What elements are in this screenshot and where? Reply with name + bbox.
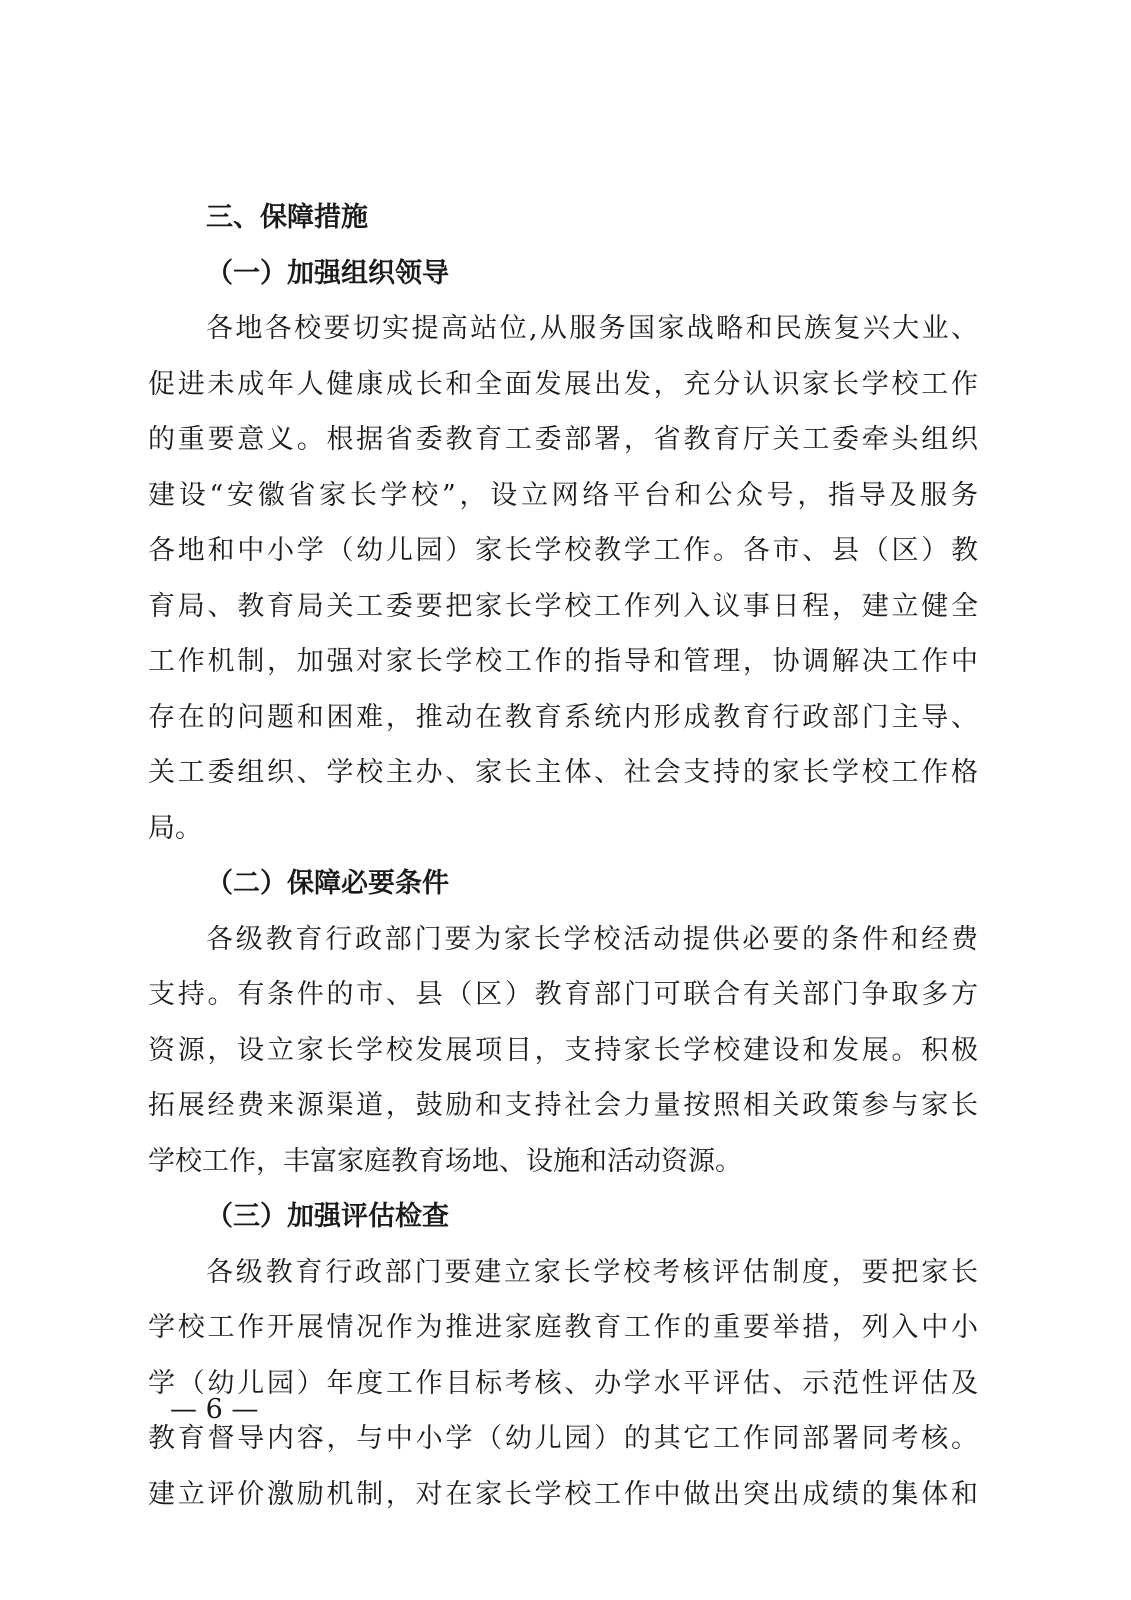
paragraph-line: 学校工作开展情况作为推进家庭教育工作的重要举措，列入中小 xyxy=(148,1312,978,1343)
paragraph-line: 支持。有条件的市、县（区）教育部门可联合有关部门争取多方 xyxy=(148,979,978,1010)
paragraph-line: 促进未成年人健康成长和全面发展出发，充分认识家长学校工作 xyxy=(148,368,978,400)
paragraph-line: 关工委组织、学校主办、家长主体、社会支持的家长学校工作格 xyxy=(148,757,978,788)
page-number: — 6 — xyxy=(170,1394,259,1425)
section-heading: 三、保障措施 xyxy=(206,202,368,233)
paragraph-line: 各级教育行政部门要为家长学校活动提供必要的条件和经费 xyxy=(206,923,978,955)
paragraph-line: 工作机制，加强对家长学校工作的指导和管理，协调解决工作中 xyxy=(148,646,978,677)
paragraph-line: 各地各校要切实提高站位,从服务国家战略和民族复兴大业、 xyxy=(206,313,978,344)
paragraph-line: 局。 xyxy=(148,812,202,844)
subsection-title-1: （一）加强组织领导 xyxy=(206,257,449,289)
paragraph-line: 拓展经费来源渠道，鼓励和支持社会力量按照相关政策参与家长 xyxy=(148,1090,978,1121)
subsection-title-2: （二）保障必要条件 xyxy=(206,868,449,899)
paragraph-line: 资源，设立家长学校发展项目，支持家长学校建设和发展。积极 xyxy=(148,1034,978,1066)
paragraph-line: 学（幼儿园）年度工作目标考核、办学水平评估、示范性评估及 xyxy=(148,1367,978,1399)
paragraph-line: 建设“安徽省家长学校”，设立网络平台和公众号，指导及服务 xyxy=(148,479,978,511)
paragraph-line: 育局、教育局关工委要把家长学校工作列入议事日程，建立健全 xyxy=(148,590,978,622)
subsection-title-3: （三）加强评估检查 xyxy=(206,1201,449,1232)
paragraph-line: 建立评价激励机制，对在家长学校工作中做出突出成绩的集体和 xyxy=(148,1478,978,1510)
paragraph-line: 存在的问题和困难，推动在教育系统内形成教育行政部门主导、 xyxy=(148,701,978,733)
paragraph-line: 教育督导内容，与中小学（幼儿园）的其它工作同部署同考核。 xyxy=(148,1423,978,1454)
paragraph-line: 学校工作，丰富家庭教育场地、设施和活动资源。 xyxy=(148,1145,742,1177)
paragraph-line: 各地和中小学（幼儿园）家长学校教学工作。各市、县（区）教 xyxy=(148,535,978,566)
document-body xyxy=(148,190,978,1522)
paragraph-line: 的重要意义。根据省委教育工委部署，省教育厅关工委牵头组织 xyxy=(148,424,978,455)
paragraph-line: 各级教育行政部门要建立家长学校考核评估制度，要把家长 xyxy=(206,1256,978,1288)
